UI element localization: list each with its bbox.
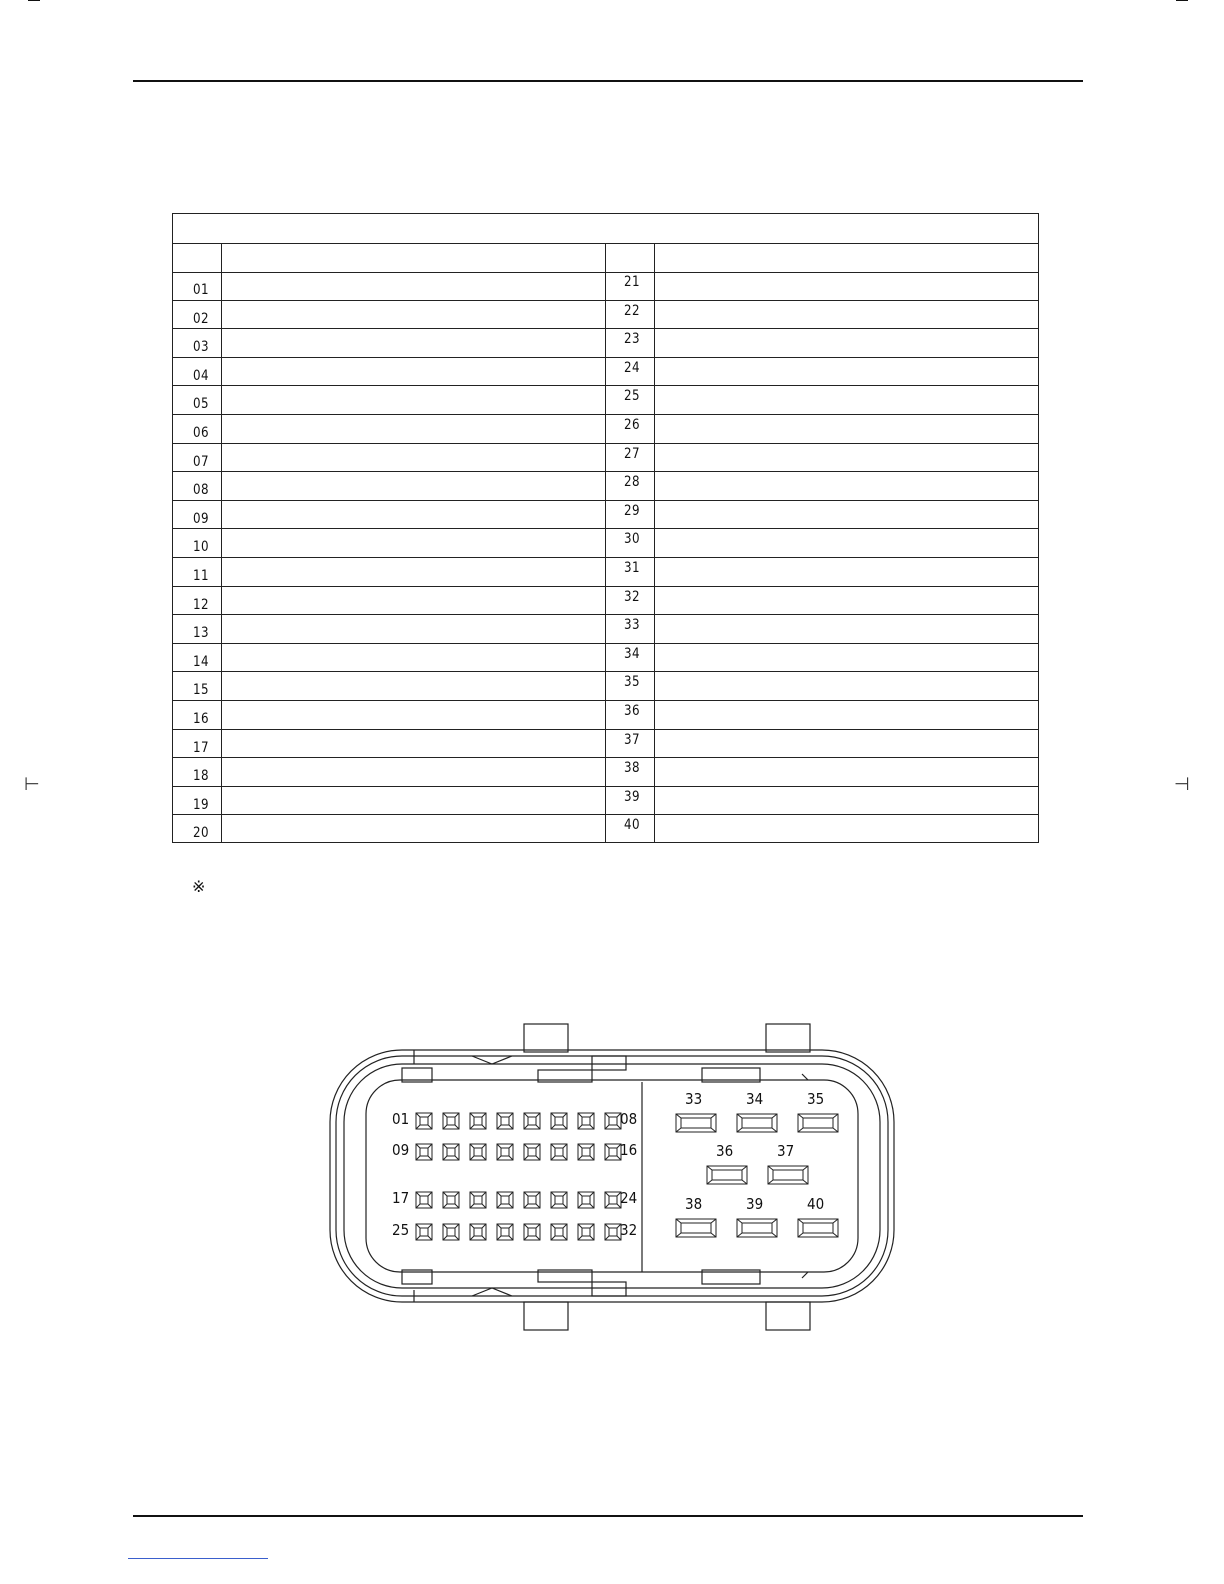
pin-number-right: 27 xyxy=(624,445,641,462)
table-row xyxy=(173,415,1038,444)
terminal-small xyxy=(497,1192,513,1208)
terminal-large xyxy=(676,1114,716,1132)
table-row xyxy=(173,672,1038,701)
table-row xyxy=(173,787,1038,816)
table-row xyxy=(173,758,1038,787)
corner-mark-left xyxy=(28,0,40,1)
registration-mark-right: ⊣ xyxy=(1174,774,1190,795)
table-row xyxy=(173,615,1038,644)
table-row xyxy=(173,644,1038,673)
pin-number-left: 08 xyxy=(193,482,210,499)
pin-number-right: 35 xyxy=(624,674,641,691)
terminal-small xyxy=(524,1144,540,1160)
table-row xyxy=(173,815,1038,844)
table-row xyxy=(173,329,1038,358)
pin-number-right: 39 xyxy=(624,788,641,805)
connector-pin-label: 32 xyxy=(620,1221,638,1239)
pin-number-left: 11 xyxy=(193,568,210,584)
terminal-small xyxy=(551,1113,567,1129)
pin-number-left: 15 xyxy=(193,682,210,699)
latch-top-right xyxy=(766,1024,810,1052)
table-row xyxy=(173,501,1038,530)
connector-pin-label: 34 xyxy=(746,1090,764,1108)
pin-number-right: 40 xyxy=(624,817,641,834)
connector-pin-label: 16 xyxy=(620,1141,638,1159)
table-row xyxy=(173,587,1038,616)
terminal-small xyxy=(524,1224,540,1240)
terminal-large xyxy=(737,1219,777,1237)
pin-number-left: 05 xyxy=(193,396,210,413)
terminal-small xyxy=(605,1144,621,1160)
pin-number-right: 28 xyxy=(624,474,641,491)
pin-number-right: 31 xyxy=(624,560,641,576)
terminal-small xyxy=(524,1113,540,1129)
terminal-small xyxy=(605,1113,621,1129)
pin-number-left: 16 xyxy=(193,711,210,727)
pin-number-left: 18 xyxy=(193,768,210,785)
header-rule xyxy=(133,80,1083,82)
terminal-small xyxy=(416,1144,432,1160)
terminal-large xyxy=(798,1219,838,1237)
table-row xyxy=(173,472,1038,501)
connector-pin-label: 35 xyxy=(807,1090,825,1108)
pin-number-right: 33 xyxy=(624,617,641,634)
housing-inner xyxy=(336,1056,888,1296)
table-title-row xyxy=(173,214,1038,244)
terminal-large xyxy=(676,1219,716,1237)
note-symbol: ※ xyxy=(192,877,206,896)
pin-number-left: 01 xyxy=(193,282,210,298)
housing-rim xyxy=(344,1064,880,1288)
terminal-small xyxy=(443,1224,459,1240)
connector-pin-label: 40 xyxy=(807,1195,825,1213)
terminal-small xyxy=(443,1144,459,1160)
table-row xyxy=(173,272,1038,301)
pin-assignment-table xyxy=(172,213,1039,843)
pin-number-left: 06 xyxy=(193,425,210,441)
terminal-small xyxy=(470,1224,486,1240)
pin-number-right: 26 xyxy=(624,417,641,433)
terminal-small xyxy=(551,1224,567,1240)
terminal-small xyxy=(524,1192,540,1208)
pin-number-right: 22 xyxy=(624,302,641,319)
pin-number-left: 13 xyxy=(193,625,210,642)
table-row xyxy=(173,529,1038,558)
table-row xyxy=(173,558,1038,587)
terminal-small xyxy=(497,1144,513,1160)
terminal-small xyxy=(497,1224,513,1240)
table-row xyxy=(173,730,1038,759)
terminal-small xyxy=(497,1113,513,1129)
terminal-small xyxy=(416,1224,432,1240)
table-row xyxy=(173,358,1038,387)
connector-face-diagram xyxy=(322,1018,902,1338)
corner-mark-right xyxy=(1176,0,1188,1)
connector-pin-label: 01 xyxy=(392,1110,410,1128)
terminal-small xyxy=(443,1113,459,1129)
pin-number-right: 24 xyxy=(624,359,641,376)
pin-number-right: 30 xyxy=(624,531,641,548)
connector-pin-label: 08 xyxy=(620,1110,638,1128)
pin-number-right: 25 xyxy=(624,388,641,405)
pin-number-left: 12 xyxy=(193,596,210,613)
pin-number-left: 19 xyxy=(193,796,210,813)
connector-pin-label: 39 xyxy=(746,1195,764,1213)
connector-pin-label: 09 xyxy=(392,1141,410,1159)
pin-number-left: 17 xyxy=(193,739,210,756)
table-row xyxy=(173,444,1038,473)
connector-pin-label: 24 xyxy=(620,1189,638,1207)
housing-outer xyxy=(330,1050,894,1302)
pin-number-right: 23 xyxy=(624,331,641,348)
terminal-small xyxy=(470,1144,486,1160)
cavity-outline xyxy=(366,1080,858,1272)
latch-bottom-left xyxy=(524,1302,568,1330)
pin-number-left: 14 xyxy=(193,653,210,670)
registration-mark-left: ⊢ xyxy=(24,774,40,795)
terminal-small xyxy=(551,1144,567,1160)
pin-number-right: 29 xyxy=(624,502,641,519)
terminal-small xyxy=(416,1113,432,1129)
pin-number-right: 32 xyxy=(624,588,641,605)
pin-number-left: 07 xyxy=(193,453,210,470)
latch-top-left xyxy=(524,1024,568,1052)
pin-number-left: 04 xyxy=(193,367,210,384)
terminal-small xyxy=(578,1144,594,1160)
footer-rule xyxy=(133,1515,1083,1517)
terminal-small xyxy=(605,1224,621,1240)
terminal-small xyxy=(578,1113,594,1129)
latch-bottom-right xyxy=(766,1302,810,1330)
connector-pin-label: 33 xyxy=(685,1090,703,1108)
connector-pin-label: 37 xyxy=(777,1142,795,1160)
pin-number-left: 03 xyxy=(193,339,210,356)
connector-pin-label: 25 xyxy=(392,1221,410,1239)
connector-pin-label: 36 xyxy=(716,1142,734,1160)
terminal-small xyxy=(605,1192,621,1208)
pin-number-left: 09 xyxy=(193,510,210,527)
connector-pin-label: 17 xyxy=(392,1189,410,1207)
connector-outline xyxy=(322,1018,902,1338)
pin-number-right: 21 xyxy=(624,274,641,290)
terminal-large xyxy=(768,1166,808,1184)
pin-number-right: 36 xyxy=(624,703,641,719)
pin-number-right: 34 xyxy=(624,645,641,662)
terminal-small xyxy=(578,1224,594,1240)
terminal-small xyxy=(578,1192,594,1208)
terminal-small xyxy=(551,1192,567,1208)
terminal-small xyxy=(443,1192,459,1208)
terminal-small xyxy=(470,1113,486,1129)
pin-number-left: 02 xyxy=(193,310,210,327)
table-row xyxy=(173,701,1038,730)
table-row xyxy=(173,301,1038,330)
connector-pin-label: 38 xyxy=(685,1195,703,1213)
footer-link-underline xyxy=(128,1558,268,1559)
terminal-small xyxy=(416,1192,432,1208)
pin-number-right: 38 xyxy=(624,760,641,777)
pin-number-left: 20 xyxy=(193,825,210,842)
terminal-large xyxy=(798,1114,838,1132)
terminal-large xyxy=(737,1114,777,1132)
terminal-small xyxy=(470,1192,486,1208)
terminal-large xyxy=(707,1166,747,1184)
table-row xyxy=(173,386,1038,415)
pin-number-left: 10 xyxy=(193,539,210,556)
pin-number-right: 37 xyxy=(624,731,641,748)
